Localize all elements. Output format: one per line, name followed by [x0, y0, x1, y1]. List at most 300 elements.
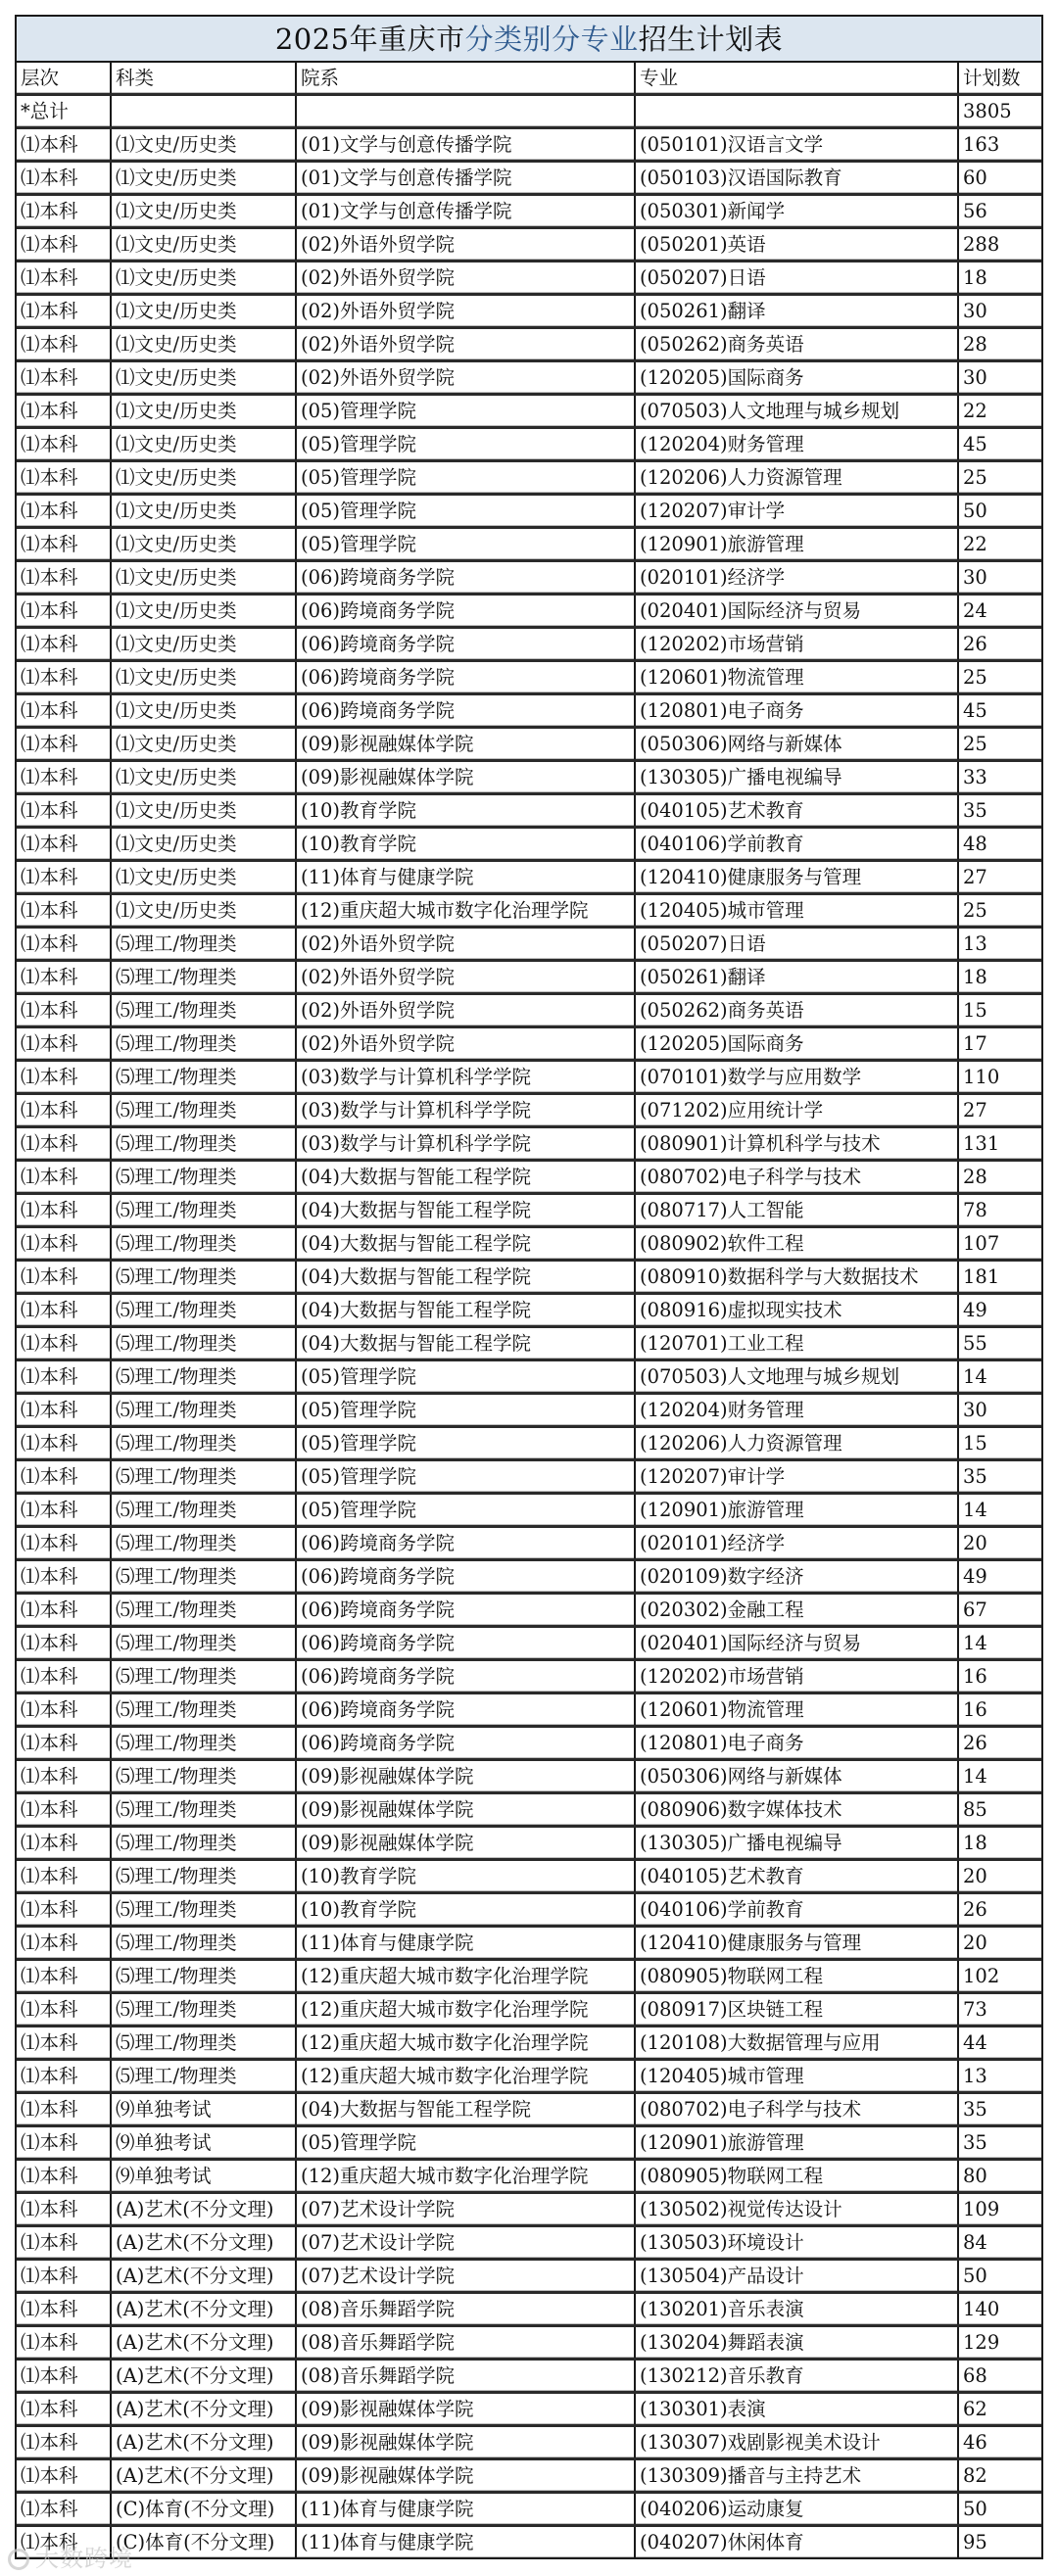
- cell-major: (020401)国际经济与贸易: [635, 1627, 958, 1660]
- cell-major: (130307)戏剧影视美术设计: [635, 2426, 958, 2459]
- cell-level: ⑴本科: [17, 1727, 111, 1760]
- cell-category: ⑸理工/物理类: [111, 1261, 296, 1294]
- cell-plan-count: 45: [958, 694, 1041, 728]
- cell-major: (050262)商务英语: [635, 994, 958, 1027]
- cell-plan-count: 15: [958, 1427, 1041, 1460]
- cell-plan-count: 45: [958, 428, 1041, 461]
- cell-level: ⑴本科: [17, 1227, 111, 1261]
- cell-level: ⑴本科: [17, 2360, 111, 2393]
- cell-category: ⑴文史/历史类: [111, 728, 296, 761]
- cell-level: ⑴本科: [17, 1993, 111, 2027]
- cell-department: (02)外语外贸学院: [296, 961, 635, 994]
- header-plan-count: 计划数: [958, 63, 1041, 95]
- table-row: [17, 1993, 1041, 2027]
- cell-category: ⑸理工/物理类: [111, 994, 296, 1027]
- cell-level: ⑴本科: [17, 2526, 111, 2558]
- cell-category: ⑸理工/物理类: [111, 1494, 296, 1527]
- table-row: [17, 1360, 1041, 1394]
- cell-category: ⑸理工/物理类: [111, 1827, 296, 1860]
- cell-plan-count: 84: [958, 2226, 1041, 2260]
- cell-plan-count: 102: [958, 1960, 1041, 1993]
- cell-department: (03)数学与计算机科学学院: [296, 1127, 635, 1161]
- cell-plan-count: 67: [958, 1594, 1041, 1627]
- cell-plan-count: 25: [958, 661, 1041, 694]
- cell-major: (080901)计算机科学与技术: [635, 1127, 958, 1161]
- title-prefix: 2025年重庆市: [274, 23, 465, 56]
- cell-plan-count: 95: [958, 2526, 1041, 2558]
- cell-major: (120901)旅游管理: [635, 1494, 958, 1527]
- cell-level: ⑴本科: [17, 1960, 111, 1993]
- table-row: [17, 1227, 1041, 1261]
- cell-department: (09)影视融媒体学院: [296, 2459, 635, 2493]
- cell-category: ⑸理工/物理类: [111, 1760, 296, 1793]
- cell-category: ⑸理工/物理类: [111, 1094, 296, 1127]
- cell-plan-count: 16: [958, 1693, 1041, 1727]
- header-major: 专业: [635, 63, 958, 95]
- table-row: [17, 628, 1041, 661]
- cell-major: (040105)艺术教育: [635, 1860, 958, 1893]
- total-row: [17, 95, 1041, 128]
- enrollment-plan-sheet: [15, 15, 1043, 2559]
- cell-plan-count: 131: [958, 1127, 1041, 1161]
- cell-department: (02)外语外贸学院: [296, 361, 635, 395]
- cell-department: (05)管理学院: [296, 495, 635, 528]
- cell-level: ⑴本科: [17, 328, 111, 361]
- table-row: [17, 2060, 1041, 2093]
- table-row: [17, 828, 1041, 861]
- cell-plan-count: 163: [958, 128, 1041, 162]
- cell-level: ⑴本科: [17, 1527, 111, 1560]
- cell-level: ⑴本科: [17, 295, 111, 328]
- cell-plan-count: 20: [958, 1860, 1041, 1893]
- cell-major: (080917)区块链工程: [635, 1993, 958, 2027]
- cell-plan-count: 55: [958, 1327, 1041, 1360]
- cell-department: (02)外语外贸学院: [296, 228, 635, 262]
- cell-category: ⑴文史/历史类: [111, 861, 296, 894]
- cell-level: ⑴本科: [17, 1094, 111, 1127]
- cell-category: ⑴文史/历史类: [111, 761, 296, 794]
- cell-level: ⑴本科: [17, 1760, 111, 1793]
- cell-plan-count: 49: [958, 1294, 1041, 1327]
- cell-major: (120601)物流管理: [635, 1693, 958, 1727]
- cell-level: ⑴本科: [17, 428, 111, 461]
- cell-level: ⑴本科: [17, 2226, 111, 2260]
- cell-major: (050306)网络与新媒体: [635, 1760, 958, 1793]
- cell-major: (120801)电子商务: [635, 694, 958, 728]
- title-highlight: 分类别分专业: [464, 23, 639, 56]
- cell-plan-count: 56: [958, 195, 1041, 228]
- cell-major: (120405)城市管理: [635, 2060, 958, 2093]
- cell-plan-count: 25: [958, 461, 1041, 495]
- table-row: [17, 1127, 1041, 1161]
- table-row: [17, 894, 1041, 928]
- cell-department: (08)音乐舞蹈学院: [296, 2326, 635, 2360]
- cell-department: (06)跨境商务学院: [296, 694, 635, 728]
- table-row: [17, 361, 1041, 395]
- table-row: [17, 2493, 1041, 2526]
- cell-level: ⑴本科: [17, 1893, 111, 1927]
- cell-category: (A)艺术(不分文理): [111, 2293, 296, 2326]
- table-row: [17, 528, 1041, 561]
- cell-department: (09)影视融媒体学院: [296, 2426, 635, 2459]
- cell-category: ⑴文史/历史类: [111, 128, 296, 162]
- cell-category: ⑴文史/历史类: [111, 361, 296, 395]
- cell-plan-count: 22: [958, 528, 1041, 561]
- cell-department: (02)外语外贸学院: [296, 1027, 635, 1061]
- total-empty: [296, 95, 635, 128]
- cell-department: (04)大数据与智能工程学院: [296, 1261, 635, 1294]
- cell-level: ⑴本科: [17, 2126, 111, 2160]
- cell-major: (050207)日语: [635, 928, 958, 961]
- sheet-title: [17, 17, 1041, 63]
- header-row: [17, 63, 1041, 95]
- cell-plan-count: 14: [958, 1760, 1041, 1793]
- cell-category: ⑸理工/物理类: [111, 1194, 296, 1227]
- cell-category: ⑴文史/历史类: [111, 461, 296, 495]
- cell-major: (120405)城市管理: [635, 894, 958, 928]
- cell-category: ⑴文史/历史类: [111, 828, 296, 861]
- cell-level: ⑴本科: [17, 728, 111, 761]
- cell-plan-count: 30: [958, 561, 1041, 595]
- table-row: [17, 1261, 1041, 1294]
- cell-level: ⑴本科: [17, 828, 111, 861]
- table-row: [17, 1061, 1041, 1094]
- cell-level: ⑴本科: [17, 1594, 111, 1627]
- cell-major: (120207)审计学: [635, 495, 958, 528]
- table-row: [17, 1693, 1041, 1727]
- table-row: [17, 761, 1041, 794]
- cell-level: ⑴本科: [17, 2493, 111, 2526]
- cell-category: (A)艺术(不分文理): [111, 2393, 296, 2426]
- cell-plan-count: 50: [958, 495, 1041, 528]
- cell-department: (06)跨境商务学院: [296, 1693, 635, 1727]
- cell-department: (06)跨境商务学院: [296, 1660, 635, 1693]
- table-row: [17, 1027, 1041, 1061]
- cell-plan-count: 25: [958, 728, 1041, 761]
- cell-department: (09)影视融媒体学院: [296, 1760, 635, 1793]
- cell-category: ⑸理工/物理类: [111, 1327, 296, 1360]
- cell-category: ⑴文史/历史类: [111, 894, 296, 928]
- cell-level: ⑴本科: [17, 495, 111, 528]
- table-row: [17, 2226, 1041, 2260]
- table-row: [17, 1094, 1041, 1127]
- cell-plan-count: 35: [958, 794, 1041, 828]
- cell-category: ⑴文史/历史类: [111, 794, 296, 828]
- cell-plan-count: 14: [958, 1494, 1041, 1527]
- cell-major: (130204)舞蹈表演: [635, 2326, 958, 2360]
- cell-category: ⑸理工/物理类: [111, 1027, 296, 1061]
- table-row: [17, 1527, 1041, 1560]
- cell-major: (080916)虚拟现实技术: [635, 1294, 958, 1327]
- cell-department: (03)数学与计算机科学学院: [296, 1094, 635, 1127]
- total-empty: [111, 95, 296, 128]
- cell-level: ⑴本科: [17, 761, 111, 794]
- cell-department: (06)跨境商务学院: [296, 628, 635, 661]
- cell-level: ⑴本科: [17, 228, 111, 262]
- cell-level: ⑴本科: [17, 1927, 111, 1960]
- cell-major: (120108)大数据管理与应用: [635, 2027, 958, 2060]
- cell-category: ⑸理工/物理类: [111, 1793, 296, 1827]
- cell-level: ⑴本科: [17, 561, 111, 595]
- cell-major: (080910)数据科学与大数据技术: [635, 1261, 958, 1294]
- cell-department: (07)艺术设计学院: [296, 2260, 635, 2293]
- cell-major: (120204)财务管理: [635, 428, 958, 461]
- cell-level: ⑴本科: [17, 1061, 111, 1094]
- cell-level: ⑴本科: [17, 1161, 111, 1194]
- cell-category: ⑸理工/物理类: [111, 1360, 296, 1394]
- cell-major: (050301)新闻学: [635, 195, 958, 228]
- cell-category: ⑸理工/物理类: [111, 1893, 296, 1927]
- table-row: [17, 1793, 1041, 1827]
- cell-department: (11)体育与健康学院: [296, 2493, 635, 2526]
- table-row: [17, 694, 1041, 728]
- cell-level: ⑴本科: [17, 894, 111, 928]
- cell-major: (120202)市场营销: [635, 628, 958, 661]
- cell-level: ⑴本科: [17, 1460, 111, 1494]
- cell-level: ⑴本科: [17, 2459, 111, 2493]
- cell-department: (09)影视融媒体学院: [296, 1827, 635, 1860]
- cell-major: (080702)电子科学与技术: [635, 2093, 958, 2126]
- cell-category: ⑼单独考试: [111, 2093, 296, 2126]
- table-row: [17, 595, 1041, 628]
- table-row: [17, 794, 1041, 828]
- total-empty: [635, 95, 958, 128]
- cell-plan-count: 27: [958, 1094, 1041, 1127]
- cell-level: ⑴本科: [17, 1261, 111, 1294]
- cell-level: ⑴本科: [17, 1860, 111, 1893]
- cell-plan-count: 60: [958, 162, 1041, 195]
- cell-category: ⑸理工/物理类: [111, 1294, 296, 1327]
- cell-category: ⑸理工/物理类: [111, 1660, 296, 1693]
- cell-level: ⑴本科: [17, 2326, 111, 2360]
- cell-major: (080905)物联网工程: [635, 1960, 958, 1993]
- cell-major: (120701)工业工程: [635, 1327, 958, 1360]
- cell-level: ⑴本科: [17, 1394, 111, 1427]
- cell-plan-count: 33: [958, 761, 1041, 794]
- cell-level: ⑴本科: [17, 595, 111, 628]
- cell-department: (06)跨境商务学院: [296, 1527, 635, 1560]
- cell-department: (10)教育学院: [296, 1893, 635, 1927]
- cell-major: (050103)汉语国际教育: [635, 162, 958, 195]
- cell-level: ⑴本科: [17, 162, 111, 195]
- table-row: [17, 1760, 1041, 1793]
- cell-major: (080702)电子科学与技术: [635, 1161, 958, 1194]
- cell-department: (06)跨境商务学院: [296, 595, 635, 628]
- cell-category: ⑸理工/物理类: [111, 2060, 296, 2093]
- cell-category: ⑴文史/历史类: [111, 694, 296, 728]
- cell-level: ⑴本科: [17, 961, 111, 994]
- table-row: [17, 661, 1041, 694]
- cell-plan-count: 44: [958, 2027, 1041, 2060]
- cell-plan-count: 46: [958, 2426, 1041, 2459]
- cell-level: ⑴本科: [17, 2160, 111, 2193]
- cell-level: ⑴本科: [17, 2426, 111, 2459]
- cell-level: ⑴本科: [17, 1194, 111, 1227]
- cell-plan-count: 26: [958, 628, 1041, 661]
- table-row: [17, 1627, 1041, 1660]
- cell-major: (040106)学前教育: [635, 828, 958, 861]
- table-row: [17, 2426, 1041, 2459]
- cell-category: ⑴文史/历史类: [111, 328, 296, 361]
- cell-department: (01)文学与创意传播学院: [296, 195, 635, 228]
- cell-major: (130309)播音与主持艺术: [635, 2459, 958, 2493]
- cell-major: (130305)广播电视编导: [635, 761, 958, 794]
- cell-major: (120202)市场营销: [635, 1660, 958, 1693]
- cell-major: (130503)环境设计: [635, 2226, 958, 2260]
- cell-major: (050101)汉语言文学: [635, 128, 958, 162]
- cell-major: (120205)国际商务: [635, 361, 958, 395]
- title-suffix: 招生计划表: [638, 23, 784, 56]
- table-row: [17, 195, 1041, 228]
- cell-level: ⑴本科: [17, 694, 111, 728]
- table-row: [17, 262, 1041, 295]
- cell-major: (050207)日语: [635, 262, 958, 295]
- cell-category: ⑸理工/物理类: [111, 1960, 296, 1993]
- cell-category: ⑸理工/物理类: [111, 1993, 296, 2027]
- table-row: [17, 228, 1041, 262]
- cell-category: ⑴文史/历史类: [111, 661, 296, 694]
- cell-major: (130504)产品设计: [635, 2260, 958, 2293]
- table-row: [17, 328, 1041, 361]
- cell-category: ⑸理工/物理类: [111, 1594, 296, 1627]
- cell-department: (06)跨境商务学院: [296, 1627, 635, 1660]
- cell-category: ⑸理工/物理类: [111, 1127, 296, 1161]
- cell-level: ⑴本科: [17, 628, 111, 661]
- cell-major: (130502)视觉传达设计: [635, 2193, 958, 2226]
- cell-level: ⑴本科: [17, 195, 111, 228]
- table-row: [17, 1161, 1041, 1194]
- cell-category: ⑴文史/历史类: [111, 528, 296, 561]
- cell-major: (080905)物联网工程: [635, 2160, 958, 2193]
- cell-plan-count: 26: [958, 1727, 1041, 1760]
- cell-category: ⑸理工/物理类: [111, 1693, 296, 1727]
- cell-department: (02)外语外贸学院: [296, 328, 635, 361]
- cell-level: ⑴本科: [17, 1127, 111, 1161]
- cell-plan-count: 24: [958, 595, 1041, 628]
- cell-major: (120206)人力资源管理: [635, 1427, 958, 1460]
- cell-plan-count: 15: [958, 994, 1041, 1027]
- cell-plan-count: 30: [958, 295, 1041, 328]
- cell-plan-count: 28: [958, 328, 1041, 361]
- cell-plan-count: 48: [958, 828, 1041, 861]
- cell-department: (09)影视融媒体学院: [296, 2393, 635, 2426]
- header-department: 院系: [296, 63, 635, 95]
- cell-category: ⑸理工/物理类: [111, 1061, 296, 1094]
- cell-category: ⑴文史/历史类: [111, 295, 296, 328]
- cell-plan-count: 110: [958, 1061, 1041, 1094]
- cell-category: ⑴文史/历史类: [111, 228, 296, 262]
- cell-level: ⑴本科: [17, 2393, 111, 2426]
- cell-level: ⑴本科: [17, 861, 111, 894]
- table-row: [17, 2459, 1041, 2493]
- cell-department: (05)管理学院: [296, 2126, 635, 2160]
- cell-major: (120410)健康服务与管理: [635, 1927, 958, 1960]
- cell-department: (04)大数据与智能工程学院: [296, 2093, 635, 2126]
- table-row: [17, 1893, 1041, 1927]
- table-row: [17, 1727, 1041, 1760]
- cell-major: (130201)音乐表演: [635, 2293, 958, 2326]
- cell-department: (04)大数据与智能工程学院: [296, 1327, 635, 1360]
- cell-category: ⑸理工/物理类: [111, 1227, 296, 1261]
- cell-department: (06)跨境商务学院: [296, 661, 635, 694]
- cell-level: ⑴本科: [17, 2293, 111, 2326]
- cell-category: (A)艺术(不分文理): [111, 2193, 296, 2226]
- cell-department: (10)教育学院: [296, 1860, 635, 1893]
- table-body: [17, 63, 1041, 2557]
- cell-major: (120801)电子商务: [635, 1727, 958, 1760]
- cell-level: ⑴本科: [17, 1827, 111, 1860]
- table-row: [17, 961, 1041, 994]
- cell-department: (10)教育学院: [296, 828, 635, 861]
- cell-department: (06)跨境商务学院: [296, 1560, 635, 1594]
- cell-plan-count: 50: [958, 2260, 1041, 2293]
- cell-plan-count: 18: [958, 262, 1041, 295]
- table-row: [17, 1294, 1041, 1327]
- cell-major: (120204)财务管理: [635, 1394, 958, 1427]
- cell-level: ⑴本科: [17, 395, 111, 428]
- cell-category: ⑴文史/历史类: [111, 595, 296, 628]
- cell-major: (040106)学前教育: [635, 1893, 958, 1927]
- cell-level: ⑴本科: [17, 262, 111, 295]
- cell-level: ⑴本科: [17, 2260, 111, 2293]
- table-row: [17, 2126, 1041, 2160]
- cell-plan-count: 62: [958, 2393, 1041, 2426]
- cell-level: ⑴本科: [17, 1360, 111, 1394]
- cell-plan-count: 181: [958, 1261, 1041, 1294]
- cell-category: ⑸理工/物理类: [111, 1560, 296, 1594]
- cell-category: (A)艺术(不分文理): [111, 2226, 296, 2260]
- cell-level: ⑴本科: [17, 1560, 111, 1594]
- cell-department: (09)影视融媒体学院: [296, 728, 635, 761]
- cell-plan-count: 80: [958, 2160, 1041, 2193]
- cell-category: ⑸理工/物理类: [111, 2027, 296, 2060]
- cell-major: (050201)英语: [635, 228, 958, 262]
- cell-department: (11)体育与健康学院: [296, 2526, 635, 2558]
- cell-major: (120410)健康服务与管理: [635, 861, 958, 894]
- cell-category: (A)艺术(不分文理): [111, 2360, 296, 2393]
- cell-major: (040105)艺术教育: [635, 794, 958, 828]
- cell-plan-count: 35: [958, 2126, 1041, 2160]
- cell-plan-count: 27: [958, 861, 1041, 894]
- cell-plan-count: 50: [958, 2493, 1041, 2526]
- cell-category: ⑸理工/物理类: [111, 1460, 296, 1494]
- cell-plan-count: 18: [958, 961, 1041, 994]
- cell-category: ⑸理工/物理类: [111, 1727, 296, 1760]
- cell-department: (05)管理学院: [296, 1494, 635, 1527]
- cell-level: ⑴本科: [17, 128, 111, 162]
- table-row: [17, 2260, 1041, 2293]
- table-row: [17, 2193, 1041, 2226]
- cell-major: (120901)旅游管理: [635, 528, 958, 561]
- cell-level: ⑴本科: [17, 1494, 111, 1527]
- cell-level: ⑴本科: [17, 1660, 111, 1693]
- cell-category: (C)体育(不分文理): [111, 2526, 296, 2558]
- cell-plan-count: 49: [958, 1560, 1041, 1594]
- cell-department: (04)大数据与智能工程学院: [296, 1194, 635, 1227]
- cell-plan-count: 14: [958, 1627, 1041, 1660]
- cell-department: (05)管理学院: [296, 395, 635, 428]
- cell-major: (070503)人文地理与城乡规划: [635, 1360, 958, 1394]
- cell-level: ⑴本科: [17, 1327, 111, 1360]
- cell-major: (080906)数字媒体技术: [635, 1793, 958, 1827]
- cell-category: ⑸理工/物理类: [111, 1427, 296, 1460]
- cell-department: (10)教育学院: [296, 794, 635, 828]
- cell-level: ⑴本科: [17, 661, 111, 694]
- cell-level: ⑴本科: [17, 994, 111, 1027]
- table-row: [17, 2293, 1041, 2326]
- table-row: [17, 295, 1041, 328]
- table-row: [17, 1927, 1041, 1960]
